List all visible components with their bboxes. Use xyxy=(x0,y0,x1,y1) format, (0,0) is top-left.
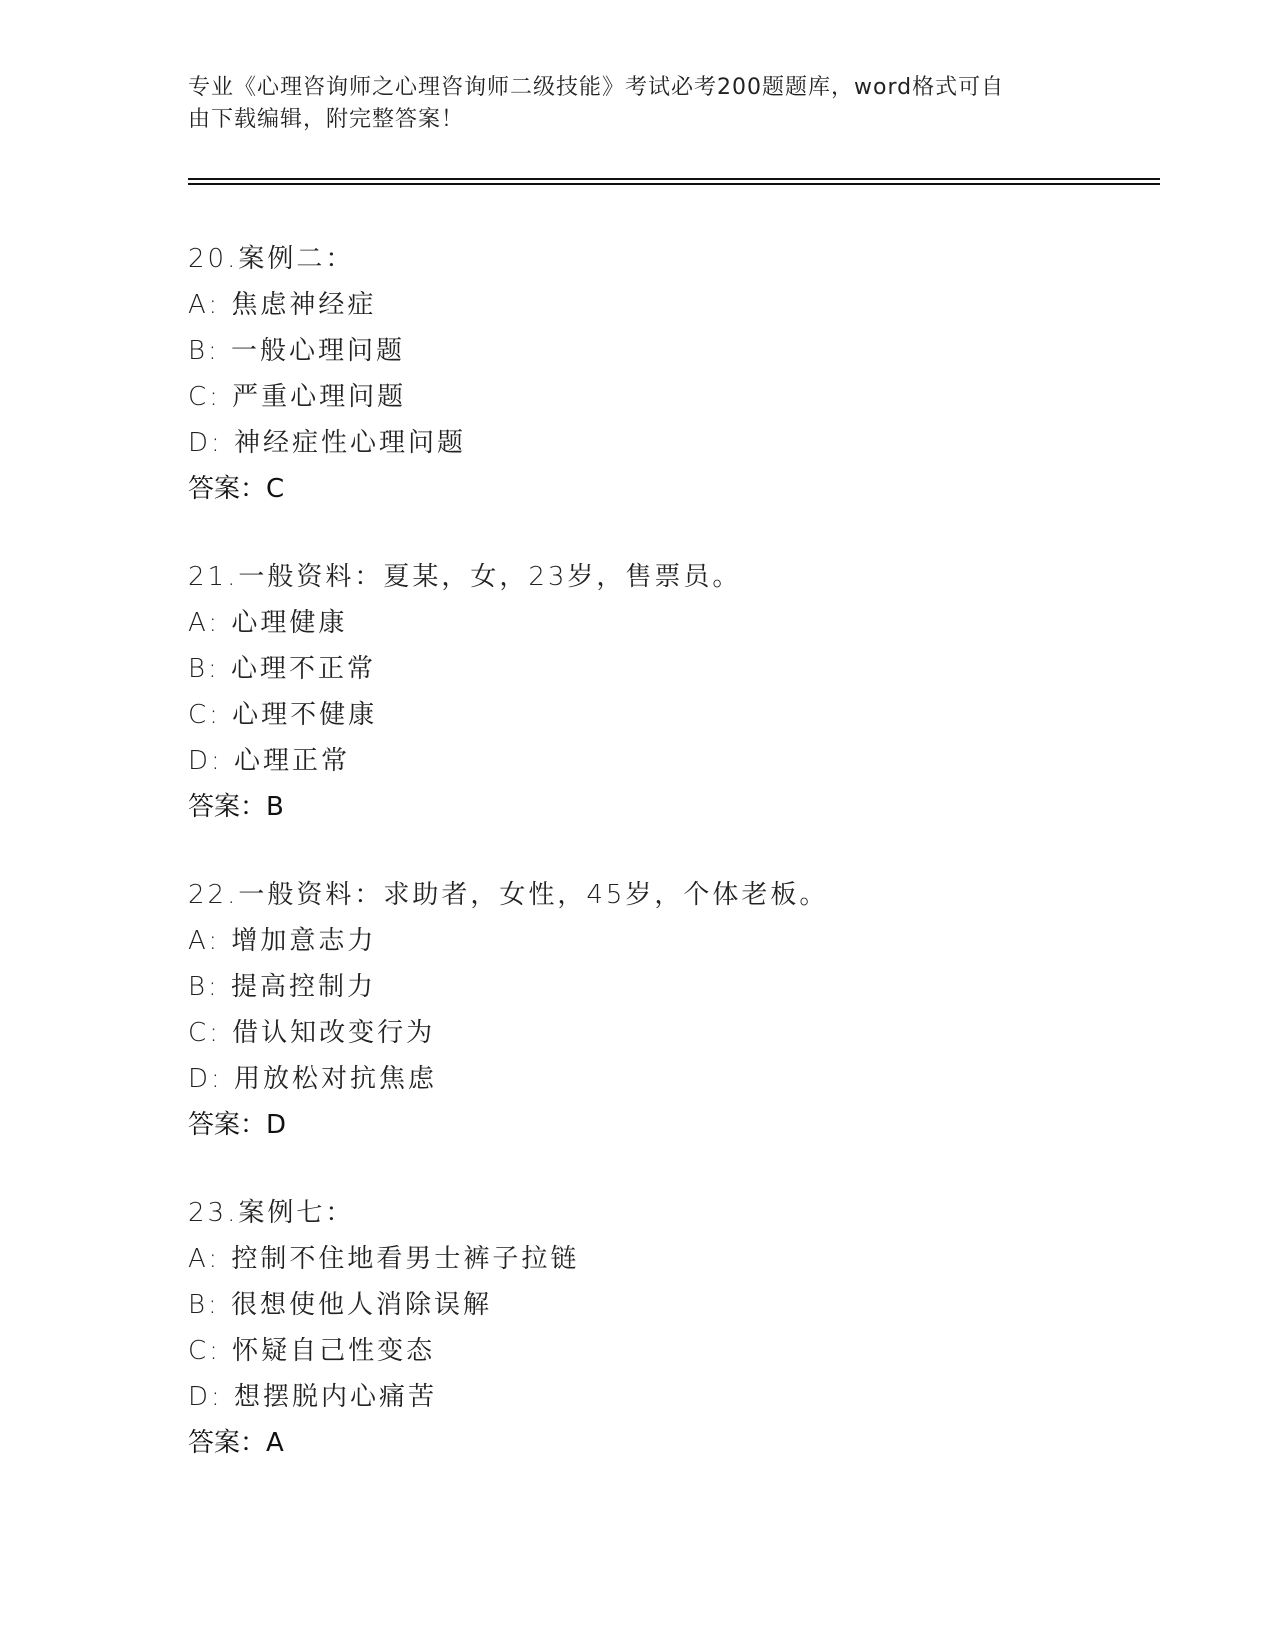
question-stem: 22.一般资料：求助者，女性，45岁，个体老板。 xyxy=(188,880,829,910)
option-b: B: 一般心理问题 xyxy=(188,336,406,366)
header-divider-bottom xyxy=(188,183,1160,185)
option-d: D: 用放松对抗焦虑 xyxy=(188,1064,438,1094)
option-c: C: 心理不健康 xyxy=(188,700,378,730)
question-20 xyxy=(188,236,1148,512)
question-22 xyxy=(188,872,1148,1148)
option-d: D: 心理正常 xyxy=(188,746,351,776)
question-list xyxy=(188,236,1148,1508)
option-a: A: 增加意志力 xyxy=(188,926,377,956)
option-d: D: 神经症性心理问题 xyxy=(188,428,467,458)
option-a: A: 心理健康 xyxy=(188,608,348,638)
header-line-1: 专业《心理咨询师之心理咨询师二级技能》考试必考200题题库，word格式可自 xyxy=(188,75,1005,100)
answer: 答案：B xyxy=(188,792,284,822)
option-c: C: 严重心理问题 xyxy=(188,382,407,412)
header-line-2: 由下载编辑，附完整答案！ xyxy=(188,107,465,132)
option-b: B: 心理不正常 xyxy=(188,654,377,684)
option-a: A: 控制不住地看男士裤子拉链 xyxy=(188,1244,580,1274)
option-a: A: 焦虑神经症 xyxy=(188,290,377,320)
answer: 答案：C xyxy=(188,474,285,504)
question-stem: 20.案例二： xyxy=(188,244,355,274)
question-stem: 21.一般资料：夏某，女，23岁，售票员。 xyxy=(188,562,742,592)
question-23 xyxy=(188,1190,1148,1466)
question-stem: 23.案例七： xyxy=(188,1198,355,1228)
option-b: B: 很想使他人消除误解 xyxy=(188,1290,493,1320)
option-d: D: 想摆脱内心痛苦 xyxy=(188,1382,438,1412)
option-c: C: 怀疑自己性变态 xyxy=(188,1336,436,1366)
answer: 答案：D xyxy=(188,1110,287,1140)
header-divider-top xyxy=(188,178,1160,180)
option-c: C: 借认知改变行为 xyxy=(188,1018,436,1048)
question-21 xyxy=(188,554,1148,830)
document-header xyxy=(188,72,1088,136)
answer: 答案：A xyxy=(188,1428,284,1458)
option-b: B: 提高控制力 xyxy=(188,972,377,1002)
